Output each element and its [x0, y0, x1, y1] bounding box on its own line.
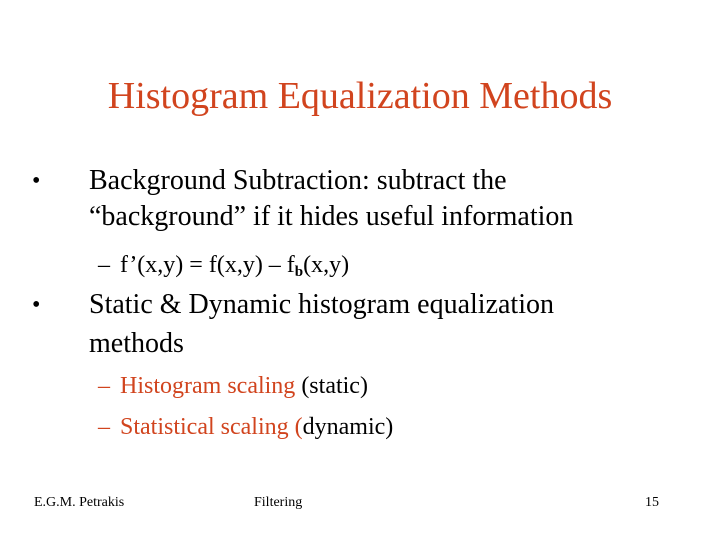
subitem-formula [98, 250, 349, 280]
footer-author: E.G.M. Petrakis [34, 495, 125, 510]
bullet-line: Static & Dynamic histogram equalization [89, 289, 554, 320]
bullet-marker: • [32, 168, 41, 194]
subitem-dash: – [98, 252, 110, 278]
footer-page-number: 15 [645, 495, 659, 510]
subitem-red-text: Histogram scaling [120, 373, 296, 399]
subitem-red-text: Statistical scaling ( [120, 414, 303, 440]
bullet-line: “background” if it hides useful information [89, 201, 574, 232]
subitem-dash: – [98, 414, 110, 440]
footer-topic: Filtering [254, 495, 303, 510]
formula-subscript: b [294, 264, 304, 280]
subitem-histogram-scaling [98, 371, 368, 401]
bullet-marker: • [32, 292, 41, 318]
subitem-black-text: (static) [295, 373, 368, 399]
formula-lhs: f’(x,y) = f(x,y) – f [120, 252, 295, 278]
slide-title: Histogram Equalization Methods [107, 75, 613, 117]
subitem-black-text: dynamic) [302, 414, 394, 440]
bullet-line: Background Subtraction: subtract the [89, 165, 507, 196]
subitem-statistical-scaling [98, 412, 393, 442]
subitem-dash: – [98, 373, 110, 399]
bullet-line: methods [89, 328, 184, 359]
formula-rhs: (x,y) [303, 252, 350, 278]
